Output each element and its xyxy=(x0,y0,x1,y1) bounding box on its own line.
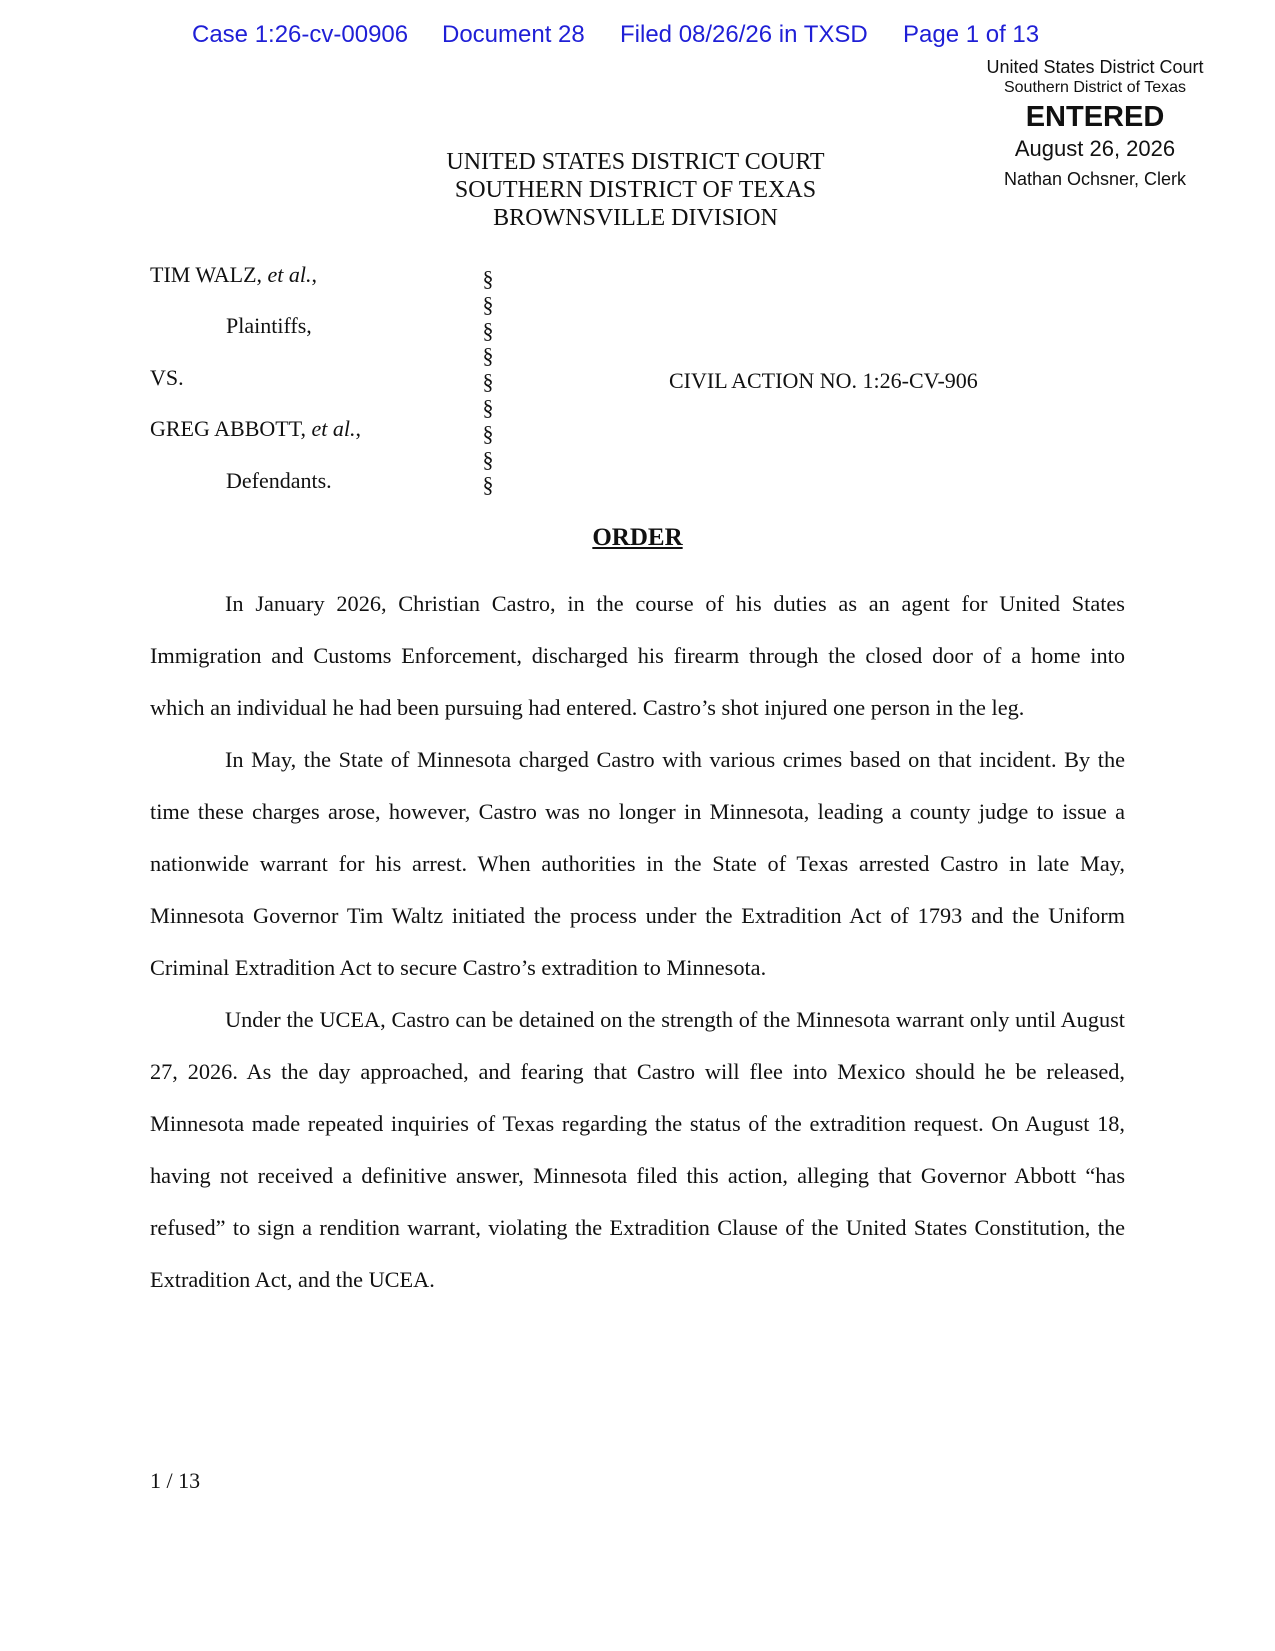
section-mark: § xyxy=(482,446,494,472)
section-mark: § xyxy=(482,317,494,343)
paragraph: Under the UCEA, Castro can be detained on the strength of the Minnesota warrant only until August 27, 2026. As the day approached, and fearing that Castro will flee into Mexico should he be released, Minnesota made repeated inquiries of Texas regarding the status of the extradition request. On August 18, having not received a definitive answer, Minnesota filed this action, alleging that Governor Abbott “has refused” to sign a rendition warrant, violating the Extradition Clause of the United States Constitution, the Extradition Act, and the UCEA. xyxy=(150,1007,1125,1292)
defendant-suffix: , xyxy=(355,416,362,441)
ecf-page-count: Page 1 of 13 xyxy=(903,21,1040,48)
section-mark: § xyxy=(482,343,494,369)
stamp-status: ENTERED xyxy=(1025,101,1165,133)
section-mark: § xyxy=(482,472,494,498)
court-title-line: SOUTHERN DISTRICT OF TEXAS xyxy=(454,177,817,203)
court-title-line: BROWNSVILLE DIVISION xyxy=(493,205,778,231)
plaintiff-role: Plaintiffs, xyxy=(226,313,312,338)
versus-label: VS. xyxy=(150,365,184,390)
court-title xyxy=(0,148,1275,232)
ecf-filed-date: Filed 08/26/26 in TXSD xyxy=(620,21,868,48)
defendant-role: Defendants. xyxy=(226,468,332,493)
paragraph: In May, the State of Minnesota charged Castro with various crimes based on that incident. By the time these charges arose, however, Castro was no longer in Minnesota, leading a county judge to issue a nationwide warrant for his arrest. When authorities in the State of Texas arrested Castro in late May, Minnesota Governor Tim Waltz initiated the process under the Extradition Act of 1793 and the Uniform Criminal Extradition Act to secure Castro’s extradition to Minnesota. xyxy=(150,747,1125,980)
defendant-party xyxy=(150,416,361,442)
order-title: ORDER xyxy=(592,524,683,551)
paragraph: In January 2026, Christian Castro, in the course of his duties as an agent for United States Immigration and Customs Enforcement, discharged his firearm through the closed door of a home into which an individual he had been pursuing had entered. Castro’s shot injured one person in the leg. xyxy=(150,591,1125,720)
section-mark: § xyxy=(482,291,494,317)
order-body xyxy=(150,578,1125,1306)
page-number: 1 / 13 xyxy=(150,1468,201,1493)
court-title-line: UNITED STATES DISTRICT COURT xyxy=(446,149,825,175)
civil-action-number: CIVIL ACTION NO. 1:26-CV-906 xyxy=(669,368,978,393)
plaintiff-name: TIM WALZ, xyxy=(150,262,268,287)
stamp-court: United States District Court xyxy=(986,57,1204,77)
stamp-date: August 26, 2026 xyxy=(1014,136,1176,161)
defendant-et-al: et al. xyxy=(311,416,356,441)
plaintiff-party xyxy=(150,262,317,288)
defendant-name: GREG ABBOTT, xyxy=(150,416,312,441)
ecf-case-number: Case 1:26-cv-00906 xyxy=(192,21,409,48)
plaintiff-et-al: et al. xyxy=(267,262,312,287)
plaintiff-suffix: , xyxy=(311,262,318,287)
section-mark: § xyxy=(482,394,494,420)
section-mark-column xyxy=(478,266,498,498)
section-mark: § xyxy=(482,369,494,395)
stamp-district: Southern District of Texas xyxy=(1003,79,1186,96)
section-mark: § xyxy=(482,266,494,291)
ecf-document-number: Document 28 xyxy=(442,21,585,48)
section-mark: § xyxy=(482,420,494,446)
stamp-clerk: Nathan Ochsner, Clerk xyxy=(1003,169,1187,189)
